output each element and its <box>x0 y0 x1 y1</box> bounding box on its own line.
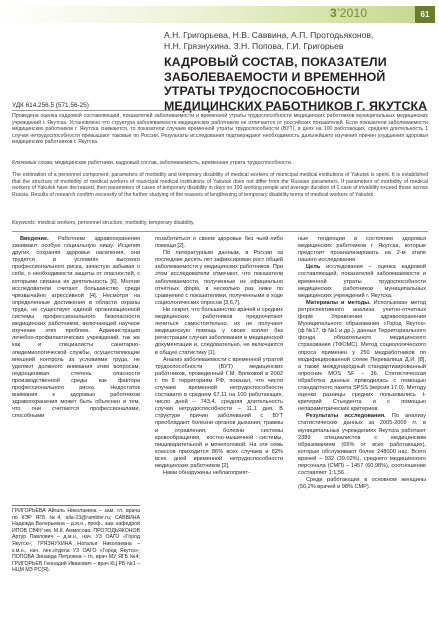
abstract-top-rule <box>12 110 428 111</box>
body-column-2 <box>155 236 283 477</box>
keywords-en-text: medical workers, personnel structure, morbidity, temporary disability. <box>37 220 195 226</box>
keywords-ru <box>12 160 428 167</box>
authors-line-1: А.Н. Григорьева, Н.В. Саввина, А.П. Протодьяконов, <box>164 30 374 40</box>
author-footnote: ГРИГОРЬЕВА Айгаль Николаевна – зам. гл. врача по КЭР ЯГБ №4, alla-23@rambler.ru; САВВИНА Надежда Валерьевна – д.м.н., проф., зав. кафедрой ИПОВ СВФУ им. М.К. Аммосова; ПРОТОДЬЯКОНОВ Артур Павлович – д.м.н., нач. УЗ ОАГО «Город Якутск»; ГРЯЗНУХИНА Наталья Николаевна – к.м.н., нач. лен.отдела УЗ ОАГО «Город Якутск»; ПОПОВА Зинаида Петровна – гл. врач МУ ЯГБ №4; ГРИГОРЬЕВ Геннадий Иванович – врач КЦ РБ №1 – НЦМ МЗ РС(Я). <box>12 508 140 574</box>
body-column-3 <box>298 236 426 491</box>
results-paragraph: Результаты исследования. По анализу статистических данных за 2005-2009 гг. в муниципальных учреждениях Якутска работают 2389 специалистов с медицинским образованием (65% от всех работающих), которые обслуживают более 248000 нас. Всего врачей – 932 (39,02%), среднего медицинского персонала (СМП) – 1457 (60,98%), соотношение составляет 1:1,56. <box>298 413 426 477</box>
keywords-ru-label: Ключевые слова: <box>12 160 54 166</box>
keywords-ru-text: медицинские работники, кадровый состав, заболеваемость, временная утрата трудоспособности. <box>54 160 293 166</box>
abstract-ru <box>12 113 428 146</box>
page-number: 61 <box>415 6 435 23</box>
authors-line-2: Н.Н. Грязнухина, З.Н. Попова, Г.И. Григорьев <box>164 41 344 51</box>
methods-label: Материалы и методы. <box>306 299 371 306</box>
issue-number: 3’2010 <box>330 6 368 20</box>
goal-paragraph: Цель исследования – оценка кадровой составляющей, показателей заболеваемости и временной утраты трудоспособности медицинских работников муниципальных медицинских учреждений г. Якутска. <box>298 264 426 299</box>
body-column-1 <box>12 236 140 420</box>
col2-paragraph-5: Нами обнаружены неблагоприят- <box>163 470 250 477</box>
col3-paragraph-1: ные тенденции в состоянии здоровья медицинских работников г. Якутска, которые предстоит проанализировать на 2-м этапе нашего исследования. <box>298 236 426 264</box>
introduction-paragraph: Введение. Работники здравоохранения занимают особую социальную нишу. Исцеляя других, сохраняя здоровье населения, они трудятся в условиях высокого профессионального риска, зачастую забывая о себе, о необходимости защиты от опасностей, с которыми связана их деятельность [6]. Многие исследователи считают большинство среди чрезвычайно агрессивной [4]. Несмотря на определенные достижения в области охраны труда, не существует единой организационной системы профессионального безопасности медицинских работников, включающей научное изучение этих проблем. Администрация лечебно-профилактических учреждений, так же как и специалисты санитарно-эпидемиологической службы, осуществляющие внешний контроль за условиями труда, не уделяют должного внимания этим вопросам, недооценивая степень опасности производственной среды как фактора профессионального риска. Недостаток внимания к здоровью работников здравоохранения может быть объяснен и тем, что они считаются профессионалами, способными <box>12 236 140 420</box>
abstract-en-text: The estimation of a personnel component, parameters of morbidity and temporary disability of medical workers of municipal medical institutions of Yakutsk is spent. It is established that the structure of morbidity of medical workers of municipal medical institutions of Yakutsk does not differ from the Russian parameters. If parameters of morbidity of medical workers of Yakutsk have decreased, then parameters of cases of temporary disability in days on 100 working people and average duration of 1 case of invalidity exceed those across Russia. Results of research confirm necessity of the further studying of the reasons of lengthening of temporary disability terms of medical workers of Yakutsk. <box>12 172 428 198</box>
col2-paragraph-4: Анализ заболеваемости с временной утратой трудоспособности (ВУТ) медицинских работников, проведенный Г.М. Вялковой в 2002 г. по 5 территориям РФ, показал, что число случаев временной нетрудоспособности составило в среднем 67,11 на 100 работающих, число дней – 743,4, средняя длительность случая нетрудоспособности – 11,1 дня. В структуре причин заболеваний с ВУТ преобладают болезни органов дыхания, травмы и отравления, болезни системы кровообращения, костно-мышечной системы, пищеварительной и мочеполовой. На эти семь классов приходится 86% всех случаев и 82% всех дней временной нетрудоспособности медицинских работников [2]. <box>155 356 283 469</box>
udk-code: УДК 614.256.5 (571.56-25) <box>12 102 89 109</box>
footnote-rule <box>12 505 140 506</box>
methods-paragraph: Материалы и методы. Использован метод ретроспективного анализа учетно-отчетных форм Управления здравоохранения Муниципального образования «Город Якутск» (ф №17, ф №1 и др.), данных Территориального фонда обязательного медицинского страхования (ТФОМС). Метод социологического опроса применен у 250 медработников по модифицированной схеме Перевалица Д.И. [8], а также международный стандартизированный опросник MOS SF – 36. Статистическая обработка данных проводилась с помощью стандартного пакета SPSS (версия 17.0). Методу оценки разницы средних пользовались t-критерий Стьюдента и с помощью непараметрических критериев. <box>298 299 426 413</box>
keywords-en-label: Keywords: <box>12 220 37 226</box>
results-label: Результаты исследования. <box>306 413 386 420</box>
col3-paragraph-end: Среди работающих в основном женщины (56,2% врачей и 98% СМР). <box>298 477 426 491</box>
col2-paragraph-3: Ни секрет, что большинство врачей и средних медицинских работников предпочитают лечиться самостоятельно, их не получают медицинскую помощь у своих коллег без регистрации случая заболевания в медицинской документации и, следовательно, не включаются в общую статистику [1]. <box>155 306 283 356</box>
abstract-bottom-rule <box>12 231 428 232</box>
article-title: КАДРОВЫЙ СОСТАВ, ПОКАЗАТЕЛИ ЗАБОЛЕВАЕМОСТИ И ВРЕМЕННОЙ УТРАТЫ ТРУДОСПОСОБНОСТИ МЕДИЦИНСКИХ РАБОТНИКОВ Г. ЯКУТСКА <box>164 55 428 113</box>
col2-paragraph-1: позаботиться о своем здоровье без чьей-либо помощи [2]. <box>155 236 283 250</box>
abstract-en <box>12 172 428 198</box>
abstract-ru-text: Проведена оценка кадровой составляющей, показателей заболеваемости и временной утраты трудоспособности медицинских работников муниципальных медицинских учреждений г. Якутска. Установлено что структура заболеваемости медицинских работников не отличается от российских показателей. Если показатели заболеваемости медицинских работников г. Якутска снижаются, то показатели случаев временной утраты трудоспособности (ВУТ), в днях на 100 работающих, средняя длительность 1 случая нетрудоспособности превышают таковые по России. Результаты исследования подтверждают необходимость дальнейшего изучения причин ухудшения здоровья медицинских работников г. Якутска. <box>12 113 428 146</box>
authors <box>164 30 429 52</box>
col2-paragraph-2: По литературным данным, в России за последние десять лет зафиксирован рост общей заболеваемости у медицинских работников. При этом исследователи отмечают, что показатели заболеваемости, полученные из официально отчётных форм, в несколько раз ниже по сравнению с показателями, полученными в ходе социологических опросов [3,6,7]. <box>155 250 283 306</box>
goal-label: Цель <box>306 264 321 271</box>
introduction-label: Введение. <box>20 236 49 242</box>
keywords-en <box>12 220 428 227</box>
